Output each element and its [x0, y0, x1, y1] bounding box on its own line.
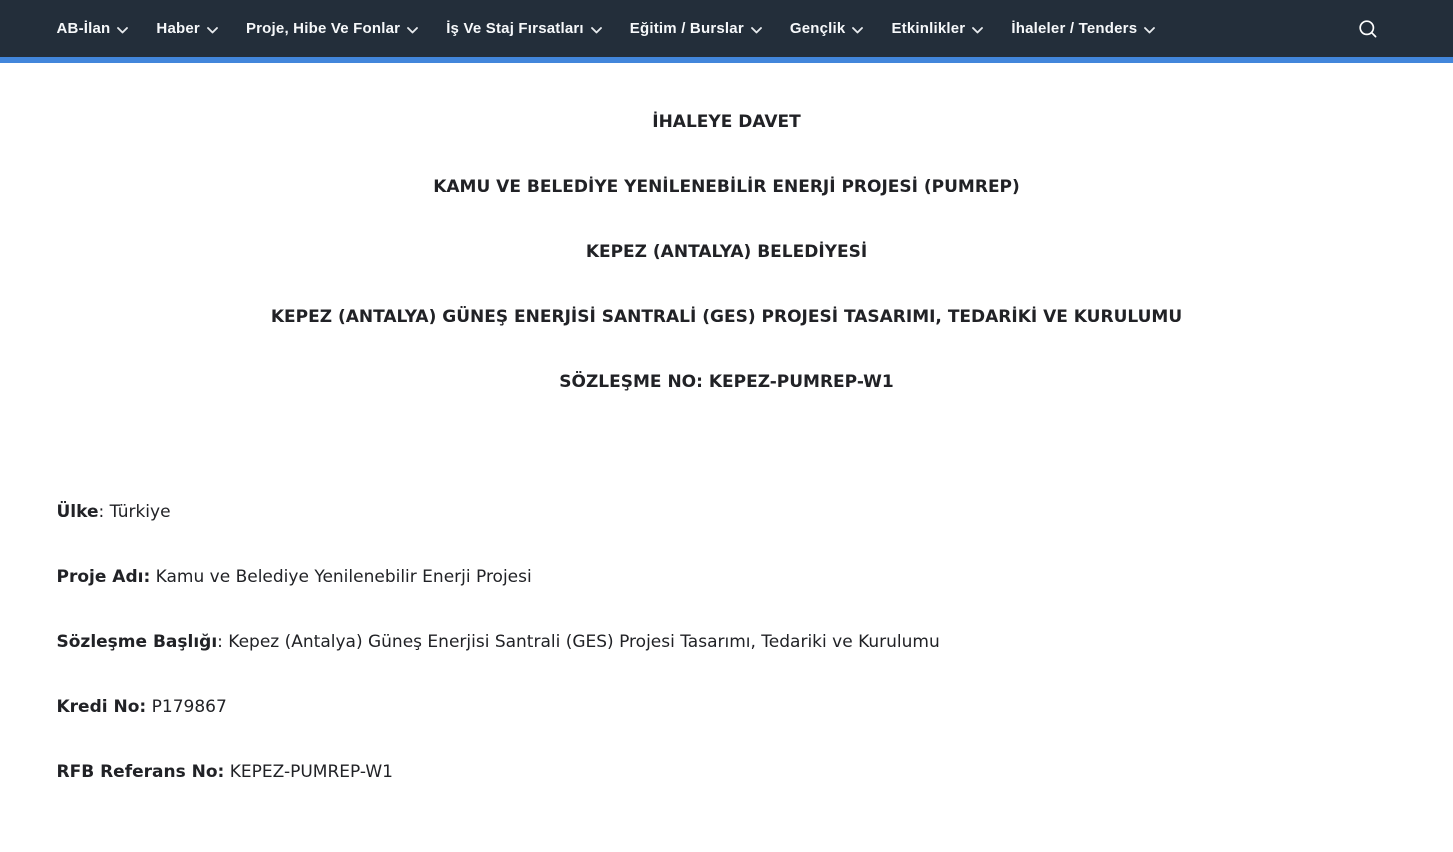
field-country-label: Ülke	[56, 502, 99, 522]
nav-item-proje-hibe-ve-fonlar[interactable]	[246, 19, 418, 38]
nav-item-ab-ilan[interactable]	[57, 19, 129, 38]
main-menu	[57, 19, 1156, 38]
nav-item-genclik[interactable]	[790, 19, 864, 38]
search-button[interactable]	[1357, 18, 1379, 40]
field-country	[57, 499, 1397, 525]
chevron-down-icon	[751, 21, 762, 38]
field-project-name-value: Kamu ve Belediye Yenilenebilir Enerji Projesi	[150, 567, 532, 587]
field-rfb-reference-no-value: KEPEZ-PUMREP-W1	[224, 762, 393, 782]
nav-item-label: Etkinlikler	[891, 20, 966, 37]
field-project-name	[57, 564, 1397, 590]
nav-item-label: Eğitim / Burslar	[629, 20, 744, 37]
chevron-down-icon	[117, 21, 128, 38]
chevron-down-icon	[207, 21, 218, 38]
article-heading-invitation: İHALEYE DAVET	[652, 112, 801, 132]
chevron-down-icon	[407, 21, 418, 38]
chevron-down-icon	[591, 21, 602, 38]
nav-item-label: İhaleler / Tenders	[1011, 20, 1138, 37]
field-credit-no-value: P179867	[146, 697, 227, 717]
nav-item-label: AB-İlan	[56, 20, 111, 37]
nav-item-ihaleler-tenders[interactable]	[1011, 19, 1155, 38]
field-contract-title	[57, 629, 1397, 655]
section-spacer	[57, 434, 1397, 499]
field-rfb-reference-no-label: RFB Referans No:	[56, 762, 225, 782]
chevron-down-icon	[852, 21, 863, 38]
field-credit-no	[57, 694, 1397, 720]
nav-item-label: İş Ve Staj Fırsatları	[446, 20, 584, 37]
field-contract-title-value: : Kepez (Antalya) Güneş Enerjisi Santrali (GES) Projesi Tasarımı, Tedariki ve Kurulumu	[217, 632, 940, 652]
nav-item-etkinlikler[interactable]	[891, 19, 983, 38]
article-heading-contract-no: SÖZLEŞME NO: KEPEZ-PUMREP-W1	[559, 372, 894, 392]
nav-item-is-ve-staj-firsatlari[interactable]	[446, 19, 602, 38]
chevron-down-icon	[1144, 21, 1155, 38]
navbar-inner	[57, 0, 1397, 57]
nav-item-haber[interactable]	[156, 19, 218, 38]
tender-article	[57, 63, 1397, 785]
article-heading-contract-title: KEPEZ (ANTALYA) GÜNEŞ ENERJİSİ SANTRALİ (GES) PROJESİ TASARIMI, TEDARİKİ VE KURULUMU	[270, 307, 1183, 327]
field-country-value: : Türkiye	[98, 502, 171, 522]
field-contract-title-label: Sözleşme Başlığı	[56, 632, 218, 652]
nav-item-label: Haber	[156, 20, 200, 37]
top-navbar	[0, 0, 1453, 57]
page-content	[0, 63, 1453, 785]
article-heading-project: KAMU VE BELEDİYE YENİLENEBİLİR ENERJİ PROJESİ (PUMREP)	[433, 177, 1020, 197]
chevron-down-icon	[972, 21, 983, 38]
nav-item-label: Proje, Hibe Ve Fonlar	[245, 20, 401, 37]
article-heading-municipality: KEPEZ (ANTALYA) BELEDİYESİ	[585, 242, 868, 262]
nav-item-label: Gençlik	[789, 20, 846, 37]
field-project-name-label: Proje Adı:	[56, 567, 151, 587]
nav-item-egitim-burslar[interactable]	[630, 19, 762, 38]
search-icon	[1357, 18, 1379, 40]
field-credit-no-label: Kredi No:	[56, 697, 147, 717]
field-rfb-reference-no	[57, 759, 1397, 785]
